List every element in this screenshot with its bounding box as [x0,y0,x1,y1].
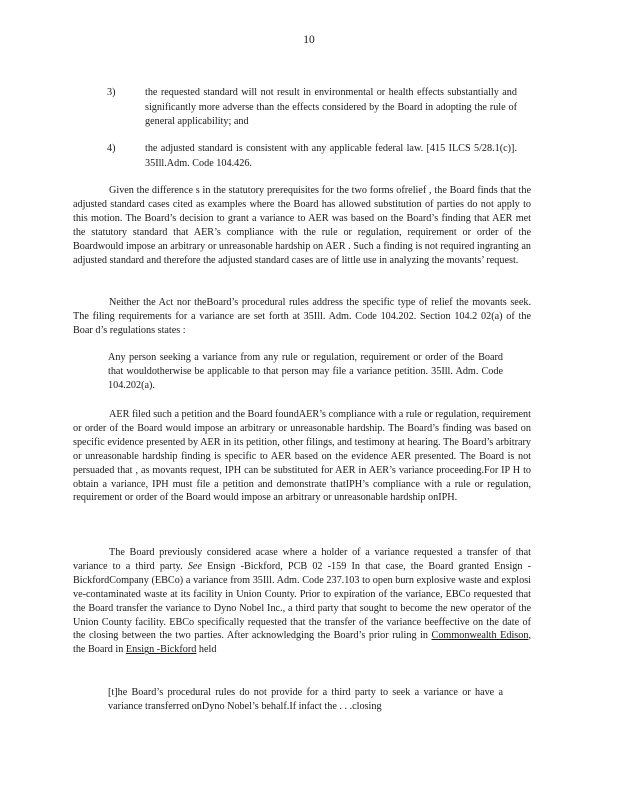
list-item-text: the requested standard will not result in environmental or health effects substantially and significantly more adverse than the effects considered by the Board in adopting the rule of general applicability; and [145,87,517,128]
block-quote-ensign-bickford: [t]he Board’s procedural rules do not provide for a third party to seek a variance or have a variance transferred onDyno Nobel’s behalf.If infact the . . .closing [108,687,503,712]
list-item-3 [107,86,517,130]
text-segment: The Board previously considered acase where a holder of a variance requested a transfer of that variance to a third party. [73,547,531,572]
block-quote-regulation: Any person seeking a variance from any rule or regulation, requirement or order of the Board that wouldotherwise be applicable to that person may file a variance petition. 35Ill. Adm. Code 104.202(a). [108,352,503,391]
text-segment: , the Board in [73,630,531,656]
paragraph-aer-petition: AER filed such a petition and the Board foundAER’s compliance with a rule or regulation, requirement or order of the Board would impose an arbitrary or unreasonable hardship. The Board’s finding was based on specific evidence presented by AER in its petition, other filings, and testimony at hearing. The Board’s arbitrary or unreasonable hardship finding is specific to AER based on the evidence AER presented. The Board is not persuaded that , as movants request, IPH can be substituted for AER in AER’s variance proceeding.For IP H to obtain a variance, IPH must file a petition and demonstrate thatIPH’s compliance with a rule or regulation, requirement or order of the Board would impose an arbitrary or unreasonable hardship onIPH. [73,409,531,504]
list-item-text: the adjusted standard is consistent with any applicable federal law. [415 ILCS 5/28.1(c)]. 35Ill.Adm. Code 104.426. [145,143,517,169]
list-item-4 [107,142,517,171]
paragraph-statutory-prerequisites: Given the difference s in the statutory prerequisites for the two forms ofrelief , the Board finds that the adjusted standard cases cited as examples where the Board has allowed substitution of parties do not apply to this motion. The Board’s decision to grant a variance to AER was based on the Board’s finding that AER met the statutory standard that AER’s compliance with the rule or regulation, requirement or order of the Boardwould impose an arbitrary or unreasonable hardship on AER . Such a finding is not required ingranting an adjusted standard and therefore the adjusted standard cases are of little use in analyzing the movants’ request. [73,185,531,266]
list-item-number: 4) [107,143,116,154]
case-name: Ensign -Bickford [207,560,281,572]
paragraph-procedural-rules: Neither the Act nor theBoard’s procedural rules address the specific type of relief the movants seek. The filing requirements for a variance are set forth at 35Ill. Adm. Code 104.202. Section 104.2 02(a) of the Boar d’s regulations states : [73,297,531,336]
page-number: 10 [303,34,315,46]
case-name-underlined: Ensign -Bickford [125,644,197,656]
text-segment: held [198,644,217,656]
list-item-number: 3) [107,87,116,98]
paragraph-ensign-bickford [73,546,531,657]
text-segment: , PCB 02 -159 In that case, the Board granted Ensign - BickfordCompany (EBCo) a variance from 35Ill. Adm. Code 237.103 to open burn explosive waste and explosi ve-contaminated waste at its facility in Union County. Prior to expiration of the variance, EBCo requested that the Board transfer the variance to Dyno Nobel Inc., a third party that sought to become the new operator of the Union County facility. EBCo specifically requested that the transfer of the variance beeffective on the date of the closing between the two parties. After acknowledging the Board’s prior ruling in [73,560,532,642]
see-signal: See [187,560,202,572]
case-name-underlined: Commonwealth Edison [431,630,529,642]
